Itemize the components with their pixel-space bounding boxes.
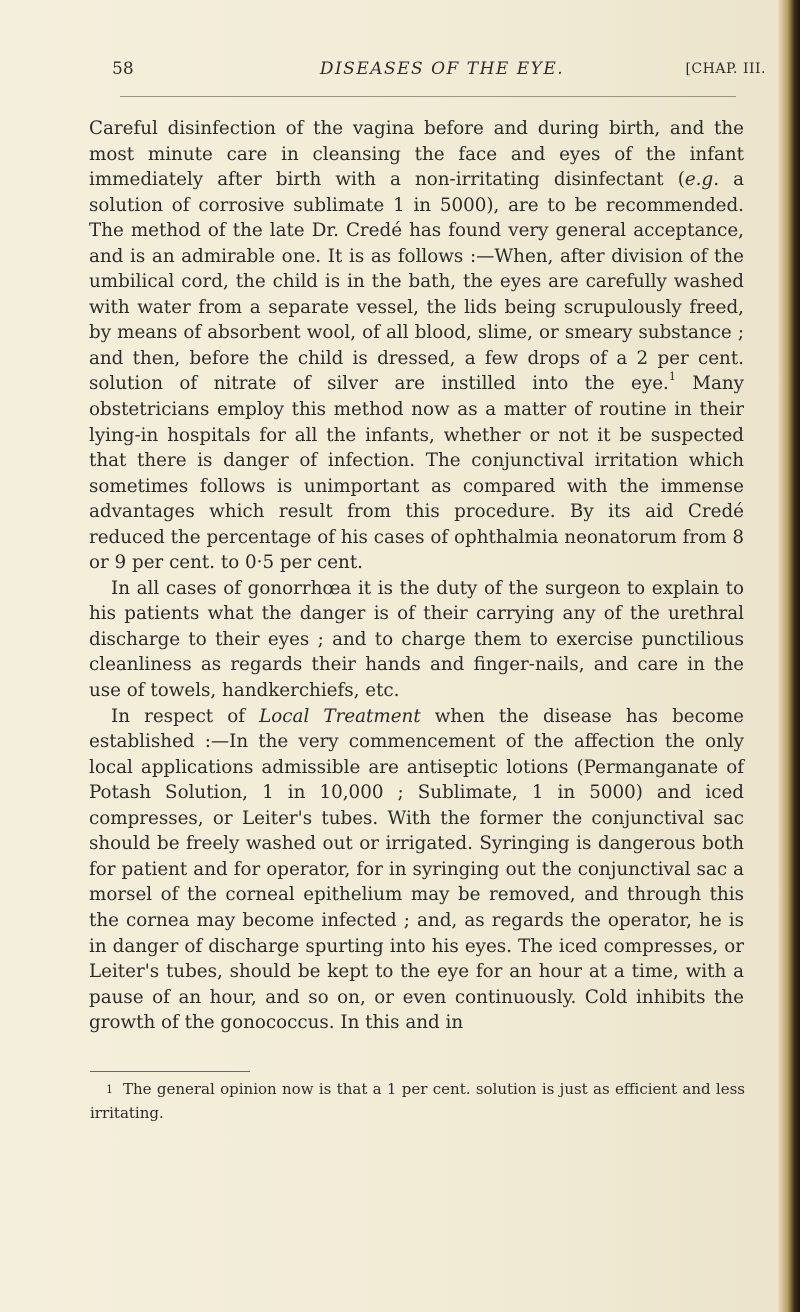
paragraph-local-treatment: In respect of Local Treatment when the disease has become established :—In the very commencement of the affection the only local applications admissible are antiseptic lotions (Permanganate of Potash Solution, 1 in 10,000 ; Sublimate, 1 in 5000) and iced compresses, or Leiter's tubes. With the former the conjunctival sac should be freely washed out or irrigated. Syringing is dangerous both for patient and for operator, for in syringing out the conjunctival sac a morsel of the corneal epithelium may be removed, and through this the cornea may become infected ; and, as regards the operator, he is in danger of discharge spurting into his eyes. The iced compresses, or Leiter's tubes, should be kept to the eye for an hour at a time, with a pause of an hour, and so on, or even continuously. Cold inhibits the growth of the gonococcus. In this and in	[89, 705, 744, 1034]
binding-edge	[778, 0, 800, 1312]
header-rule	[120, 96, 736, 97]
footnote-marker: 1	[106, 1083, 113, 1096]
eg-italic: e.g.	[684, 169, 720, 191]
running-title: DISEASES OF THE EYE.	[319, 59, 565, 79]
footnote-reference[interactable]: 1	[668, 370, 676, 384]
chapter-marker: [CHAP. III.	[685, 61, 766, 77]
footnote-rule	[90, 1071, 250, 1072]
paragraph-credé-method: Careful disinfection of the vagina before and during birth, and the most minute care in cleansing the face and eyes of the infant immediately after birth with a non-irritating disinfectant (e.g. a solution of corrosive sublimate 1 in 5000), are to be recommended. The method of the late Dr. Credé has found very general acceptance, and is an admirable one. It is as follows :—When, after division of the umbilical cord, the child is in the bath, the eyes are carefully washed with water from a separate vessel, the lids being scrupulously freed, by means of absorbent wool, of all blood, slime, or smeary substance ; and then, before the child is dressed, a few drops of a 2 per cent. solution of nitrate of silver are instilled into the eye.$^1$ Many obstetricians employ this method now as a matter of routine in their lying-in hospitals for all the infants, whether or not it be suspected that there is danger of infection. The conjunctival irritation which sometimes follows is unimportant as compared with the immense advantages which result from this procedure. By its aid Credé reduced the percentage of his cases of ophthalmia neonatorum from 8 or 9 per cent. to 0·5 per cent.	[89, 118, 744, 574]
footnote-text: The general opinion now is that a 1 per cent. solution is just as efficient and less irritating.	[90, 1080, 745, 1122]
local-treatment-italic: Local Treatment	[259, 705, 421, 727]
footnote	[90, 1078, 745, 1124]
page-number: 58	[112, 59, 134, 79]
body-text	[89, 116, 744, 1036]
running-header	[112, 58, 772, 80]
paragraph-gonorrhoea-precautions: In all cases of gonorrhœa it is the duty of the surgeon to explain to his patients what the danger is of their carrying any of the urethral discharge to their eyes ; and to charge them to exercise punctilious cleanliness as regards their hands and finger-nails, and care in the use of towels, handkerchiefs, etc.	[89, 577, 744, 702]
